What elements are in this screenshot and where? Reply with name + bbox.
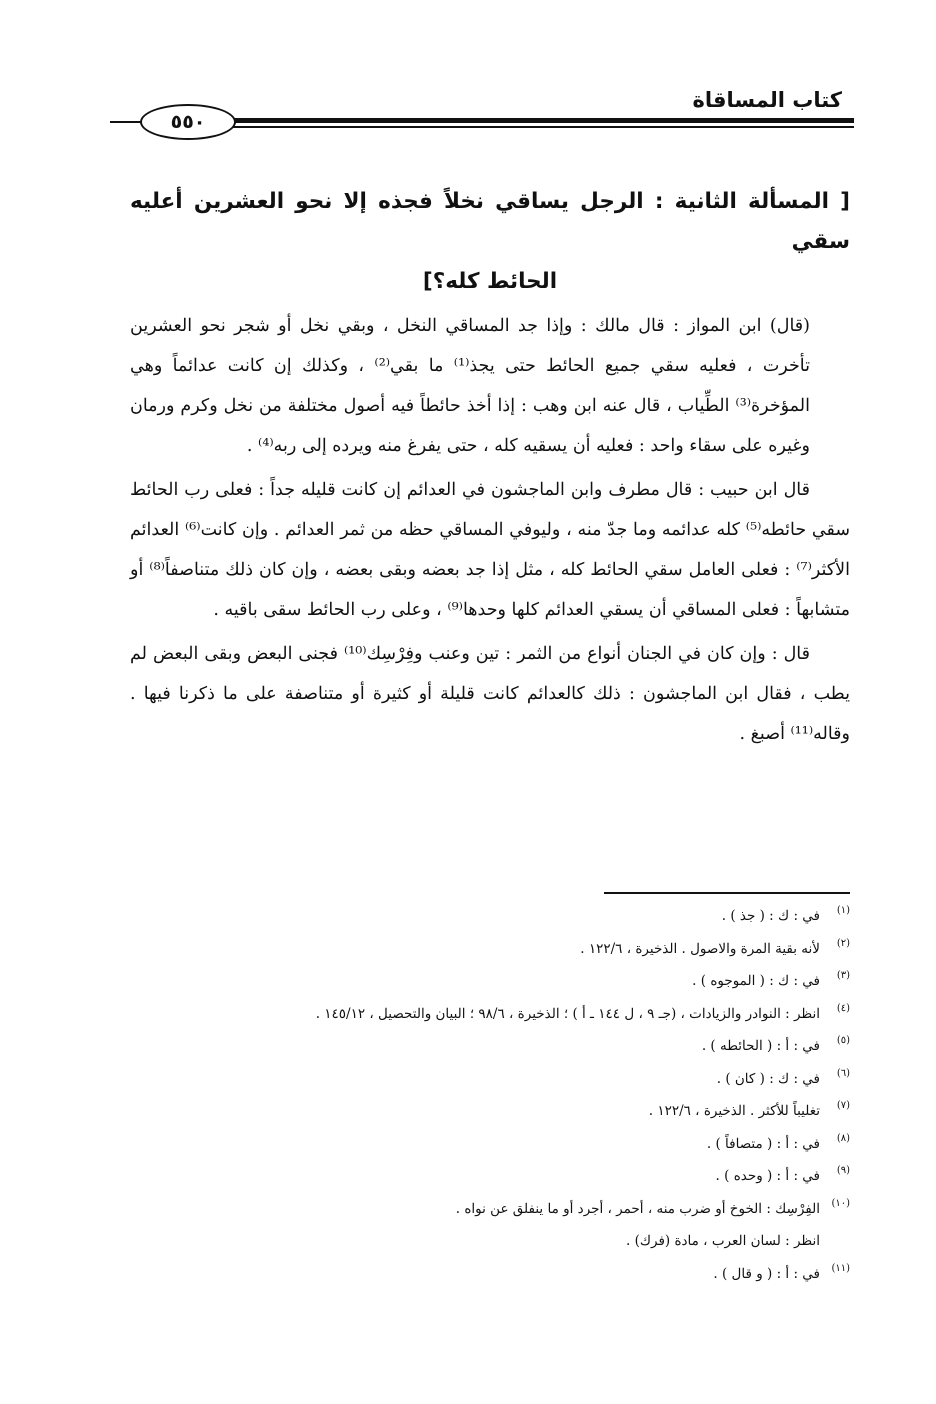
header-rule-thick: [230, 118, 854, 123]
footnote-2: [130, 933, 850, 966]
page-number: ٥٥٠: [140, 104, 236, 140]
section-heading: [130, 182, 850, 302]
footnote-number: (٧): [836, 1100, 850, 1111]
footnote-text: في : ك : ( كان ) .: [716, 1070, 820, 1087]
footnote-text: لأنه بقية المرة والاصول . الذخيرة ، ١٢٢/٦ .: [580, 940, 820, 957]
footnote-number: (٩): [836, 1165, 850, 1176]
footnote-5: [130, 1030, 850, 1063]
footnote-number: (٥): [836, 1035, 850, 1046]
footnote-text: في : أ : ( متصافاً ) .: [706, 1135, 820, 1152]
footnote-text: تغليباً للأكثر . الذخيرة ، ١٢٢/٦ .: [648, 1103, 820, 1119]
footnote-number: (١١): [831, 1262, 850, 1274]
footnote-7: [130, 1095, 850, 1128]
footnote-text: انظر : لسان العرب ، مادة (فرك) .: [626, 1233, 820, 1249]
page-header: [110, 86, 854, 146]
footnote-number: (٢): [836, 937, 850, 949]
section-heading-line-2: الحائط كله؟]: [422, 269, 558, 294]
book-title: كتاب المساقاة: [692, 88, 842, 112]
paragraph-3: قال : وإن كان في الجنان أنواع من الثمر : تين وعنب وفِرْسِك⁽¹⁰⁾ فجنى البعض وبقى البعض لم يطب ، فقال ابن الماجشون : ذلك كالعدائم كانت قليلة أو كثيرة أو متناصفة على ما ذكرنا فيها . وقاله⁽¹¹⁾ أصبغ .: [130, 644, 850, 744]
footnote-1: [130, 900, 850, 933]
footnote-text: في : ك : ( الموجوه ) .: [692, 973, 820, 989]
footnote-10: [130, 1193, 850, 1226]
footnote-text: في : أ : ( الحائطه ) .: [701, 1038, 820, 1054]
footnote-8: [130, 1128, 850, 1161]
footnote-text: في : ك : ( جذ ) .: [721, 908, 820, 924]
paragraph-1: (قال) ابن المواز : قال مالك : وإذا جد المساقي النخل ، وبقي نخل أو شجر نحو العشرين تأخرت ، فعليه سقي جميع الحائط حتى يجذ⁽¹⁾ ما بقي⁽²⁾ ، وكذلك إن كانت عدائماً وهي المؤخرة⁽³⁾ الطِّياب ، قال عنه ابن وهب : إذا أخذ حائطاً فيه أصول مختلفة من نخل وكرم ورمان وغيره على سقاء واحد : فعليه أن يسقيه كله ، حتى يفرغ منه ويرده إلى ربه⁽⁴⁾ .: [130, 316, 810, 456]
footnote-separator: [604, 892, 850, 894]
paragraph-2: قال ابن حبيب : قال مطرف وابن الماجشون في العدائم إن كانت قليله جداً : فعلى رب الحائط سقي حائطه⁽⁵⁾ كله عدائمه وما جدّ منه ، وليوفي المساقي حظه من ثمر العدائم . وإن كانت⁽⁶⁾ العدائم الأكثر⁽⁷⁾ : فعلى العامل سقي الحائط كله ، مثل إذا جد بعضه وبقى بعضه ، وإن كان ذلك متناصفاً⁽⁸⁾ أو متشابهاً : فعلى المساقي أن يسقي العدائم كلها وحدها⁽⁹⁾ ، وعلى رب الحائط سقى باقيه .: [130, 480, 850, 620]
footnote-10-continuation: [130, 1225, 850, 1258]
footnote-text: في : أ : ( وحده ) .: [715, 1168, 820, 1184]
footnote-text: انظر : النوادر والزيادات ، (جـ ٩ ، ل ١٤٤ ـ أ ) ؛ الذخيرة ، ٩٨/٦ ؛ البيان والتحصيل ، ١٤٥/١٢ .: [315, 1005, 820, 1022]
footnote-text: في : أ : ( و قال ) .: [713, 1265, 820, 1282]
footnote-number: (٤): [836, 1002, 850, 1014]
footnote-3: [130, 965, 850, 998]
footnote-11: [130, 1258, 850, 1291]
footnotes: [130, 900, 850, 1290]
section-heading-line-1: [ المسألة الثانية : الرجل يساقي نخلاً فجذه إلا نحو العشرين أعليه سقي: [130, 189, 850, 254]
footnote-9: [130, 1160, 850, 1193]
footnote-text: الفِرْسِك : الخوخ أو ضرب منه ، أحمر ، أجرد أو ما ينفلق عن نواه .: [455, 1200, 820, 1217]
footnote-number: (١): [836, 905, 850, 916]
footnote-number: (١٠): [831, 1197, 850, 1209]
footnote-number: (٣): [836, 970, 850, 981]
header-rule-thin: [230, 126, 854, 128]
footnote-number: (٦): [836, 1067, 850, 1079]
main-text: [130, 182, 850, 758]
footnote-4: [130, 998, 850, 1031]
footnote-6: [130, 1063, 850, 1096]
footnote-number: (٨): [836, 1132, 850, 1144]
